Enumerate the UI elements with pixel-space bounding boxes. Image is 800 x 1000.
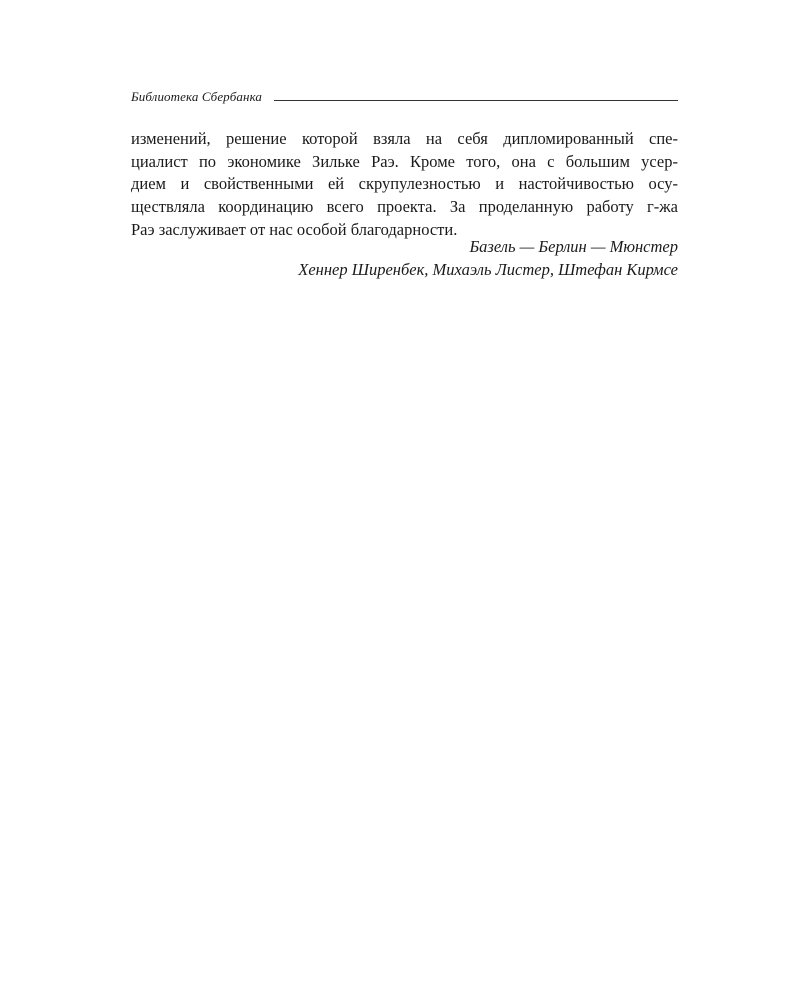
paragraph-line: дием и свойственными ей скрупулезностью и настойчивостью осу- [131, 174, 678, 194]
paragraph-line: Раэ заслуживает от нас особой благодарности. [131, 219, 458, 239]
signature-authors: Хеннер Ширенбек, Михаэль Листер, Штефан Кирмсе [298, 259, 678, 279]
running-header [131, 89, 678, 105]
header-rule [274, 100, 678, 101]
paragraph-line: циалист по экономике Зильке Раэ. Кроме того, она с большим усер- [131, 151, 678, 171]
signature-places: Базель — Берлин — Мюнстер [469, 237, 678, 256]
running-header-title: Библиотека Сбербанка [131, 89, 263, 104]
paragraph-line: ществляла координацию всего проекта. За проделанную работу г-жа [131, 197, 678, 217]
signature-block [131, 236, 678, 281]
paragraph-line: изменений, решение которой взяла на себя дипломированный спе- [131, 129, 678, 148]
body-paragraph [131, 128, 678, 242]
